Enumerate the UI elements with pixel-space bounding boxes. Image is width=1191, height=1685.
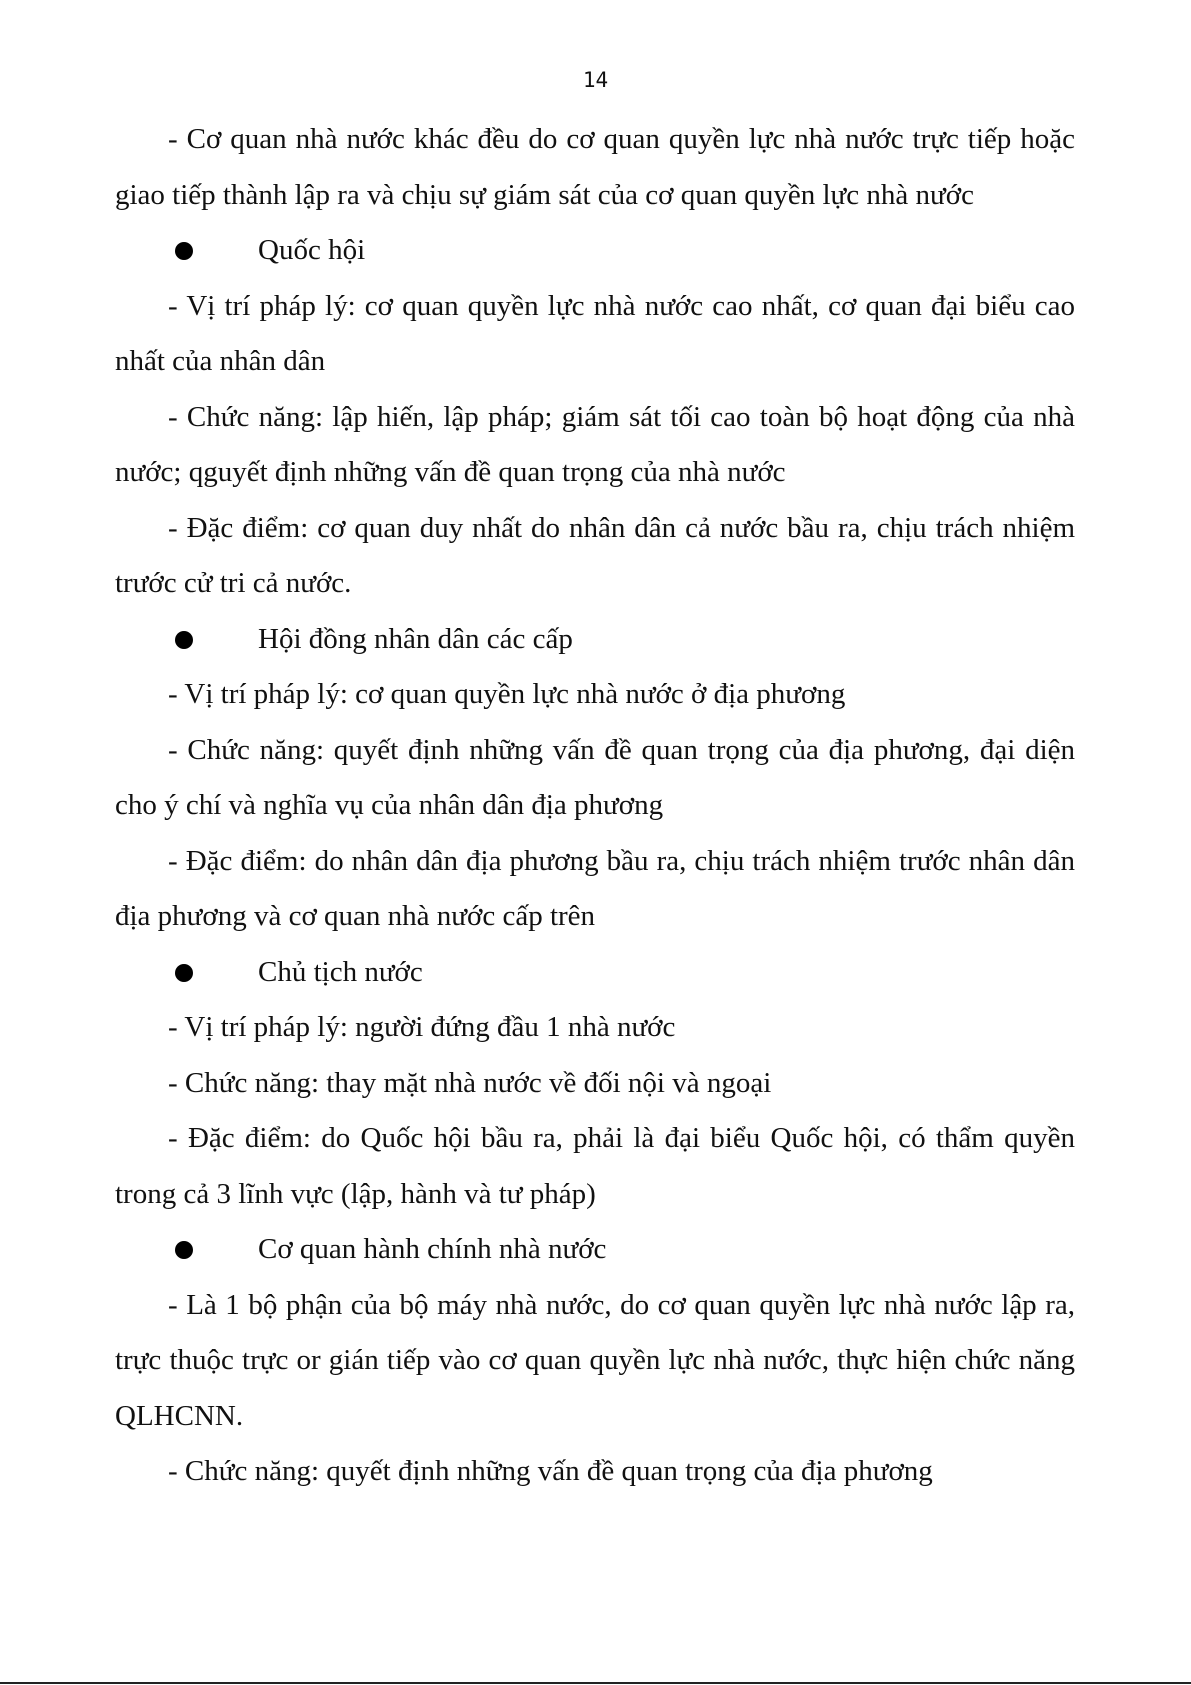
bullet-heading-label: Quốc hội: [258, 234, 366, 266]
paragraph-quoc-hoi-function: - Chức năng: lập hiến, lập pháp; giám sát tối cao toàn bộ hoạt động của nhà nước; qguyết định những vấn đề quan trọng của nhà nước: [115, 400, 1075, 488]
page-number: 14: [582, 68, 609, 92]
paragraph-admin-function: - Chức năng: quyết định những vấn đề quan trọng của địa phương: [168, 1455, 933, 1487]
paragraph-president-characteristics: - Đặc điểm: do Quốc hội bầu ra, phải là đại biểu Quốc hội, có thẩm quyền trong cả 3 lĩnh vực (lập, hành và tư pháp): [115, 1122, 1075, 1210]
paragraph-president-function: - Chức năng: thay mặt nhà nước về đối nội và ngoại: [168, 1066, 772, 1099]
paragraph-quoc-hoi-characteristics: - Đặc điểm: cơ quan duy nhất do nhân dân cả nước bầu ra, chịu trách nhiệm trước cử tri cả nước.: [115, 511, 1075, 599]
bullet-heading-label: Hội đồng nhân dân các cấp: [258, 622, 573, 655]
bullet-heading-quoc-hoi: [115, 223, 1075, 279]
paragraph-agencies-intro: - Cơ quan nhà nước khác đều do cơ quan quyền lực nhà nước trực tiếp hoặc giao tiếp thành lập ra và chịu sự giám sát của cơ quan quyền lực nhà nước: [115, 123, 1075, 211]
bullet-dot-icon: [175, 964, 193, 982]
bullet-heading-co-quan-hanh-chinh: [115, 1222, 1075, 1278]
bullet-heading-label: Chủ tịch nước: [258, 955, 423, 988]
paragraph-admin-definition: - Là 1 bộ phận của bộ máy nhà nước, do cơ quan quyền lực nhà nước lập ra, trực thuộc trực or gián tiếp vào cơ quan quyền lực nhà nước, thực hiện chức năng QLHCNN.: [115, 1288, 1075, 1432]
bullet-heading-label: Cơ quan hành chính nhà nước: [258, 1233, 607, 1265]
paragraph-quoc-hoi-legal-position: - Vị trí pháp lý: cơ quan quyền lực nhà nước cao nhất, cơ quan đại biểu cao nhất của nhân dân: [115, 289, 1075, 377]
document-body: [115, 112, 1075, 1500]
page-bottom-rule: [0, 1682, 1191, 1684]
paragraph-president-legal-position: - Vị trí pháp lý: người đứng đầu 1 nhà nước: [168, 1011, 676, 1043]
paragraph-hdnd-characteristics: - Đặc điểm: do nhân dân địa phương bầu ra, chịu trách nhiệm trước nhân dân địa phương và cơ quan nhà nước cấp trên: [115, 844, 1075, 932]
bullet-dot-icon: [175, 631, 193, 649]
paragraph-hdnd-function: - Chức năng: quyết định những vấn đề quan trọng của địa phương, đại diện cho ý chí và nghĩa vụ của nhân dân địa phương: [115, 733, 1075, 821]
bullet-dot-icon: [175, 1241, 193, 1259]
paragraph-hdnd-legal-position: - Vị trí pháp lý: cơ quan quyền lực nhà nước ở địa phương: [168, 678, 846, 710]
bullet-heading-chu-tich-nuoc: [115, 945, 1075, 1001]
bullet-heading-hoi-dong-nhan-dan: [115, 612, 1075, 668]
bullet-dot-icon: [175, 242, 193, 260]
